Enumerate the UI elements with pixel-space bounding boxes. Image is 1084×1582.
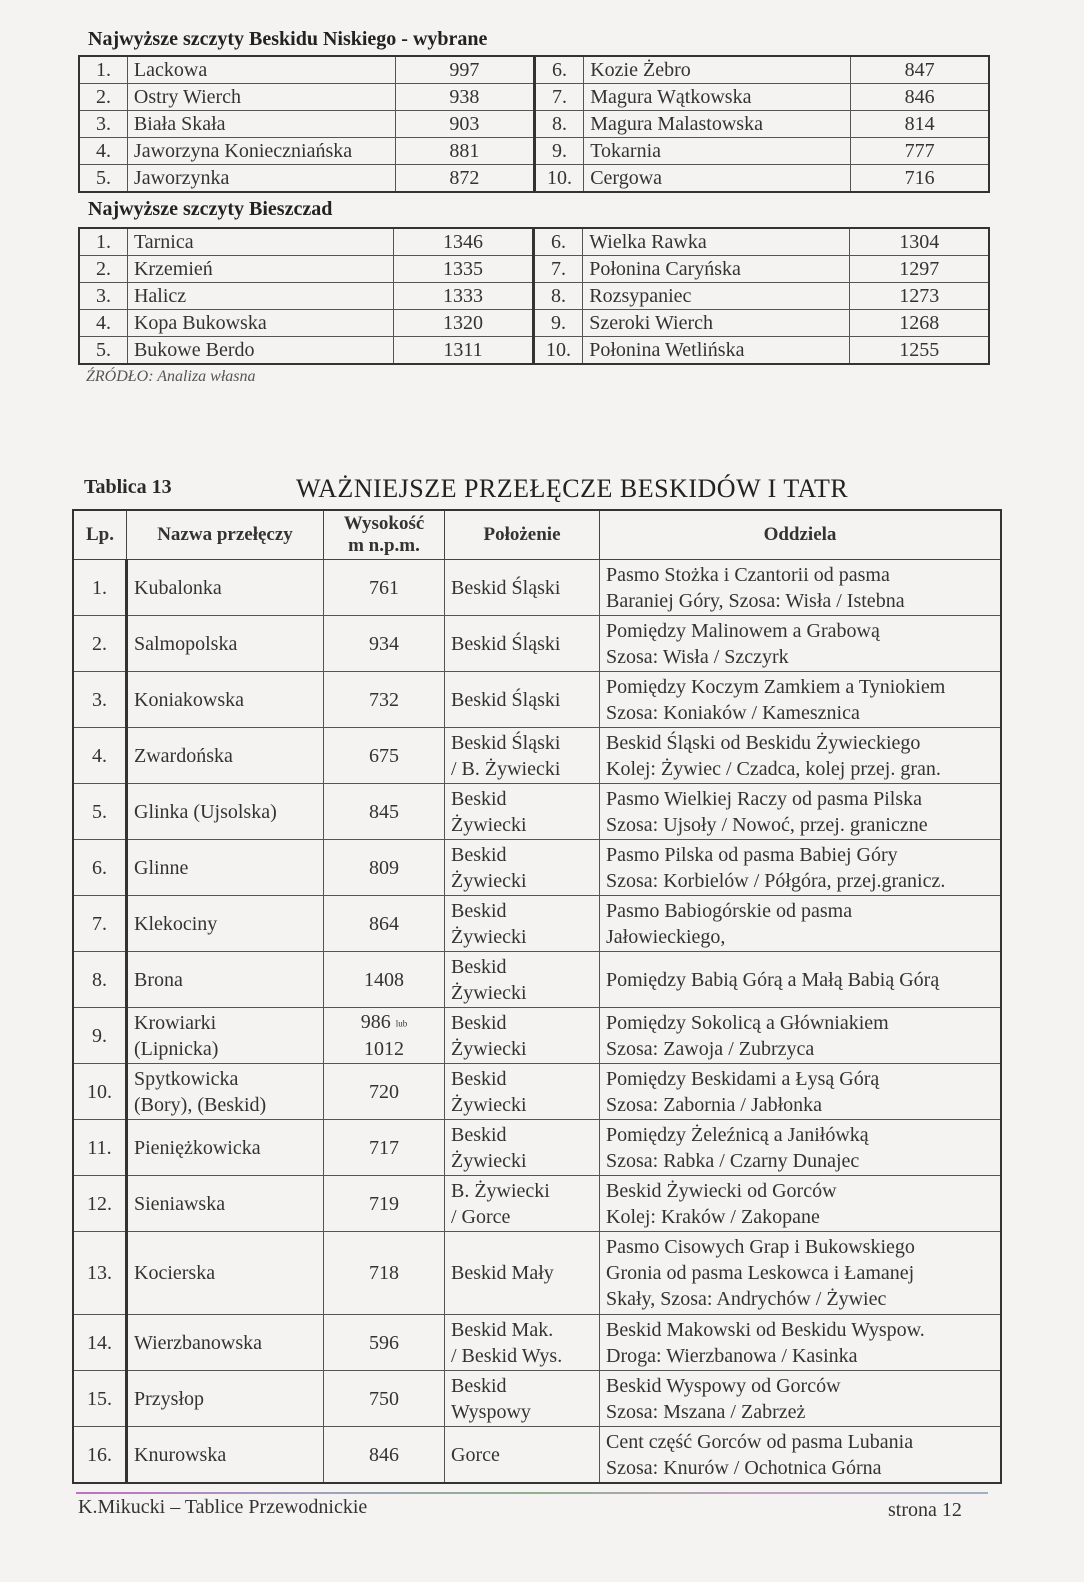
pass-name-line1: Brona: [134, 968, 183, 991]
pass-name-line2: (Bory), (Beskid): [134, 1093, 267, 1116]
pass-height-main: 750: [369, 1387, 399, 1410]
pass-location-line2: / B. Żywiecki: [451, 757, 561, 780]
pass-separates-line2: Jałowieckiego,: [606, 925, 726, 948]
pass-height: [324, 1120, 445, 1176]
pass-location: [445, 1371, 600, 1427]
pass-height: [324, 784, 445, 840]
pass-height: [324, 1176, 445, 1232]
peak-name: Jaworzyna Konieczniańska: [127, 138, 395, 165]
peak-row: [79, 138, 989, 165]
pass-location-line2: Wyspowy: [451, 1400, 531, 1423]
peak-number: 8.: [533, 283, 582, 310]
pass-row: [73, 840, 1001, 896]
peak-name: Szeroki Wierch: [583, 310, 850, 337]
pass-row: [73, 1232, 1001, 1315]
pass-location-line2: Żywiecki: [451, 1093, 527, 1116]
pass-separates-line2: Gronia od pasma Leskowca i Łamanej: [606, 1262, 915, 1285]
peak-number: 1.: [79, 56, 127, 84]
peak-name: Jaworzynka: [127, 165, 395, 193]
pass-height: [324, 560, 445, 616]
pass-number: 15.: [73, 1371, 127, 1427]
pass-location-line2: Żywiecki: [451, 813, 527, 836]
peak-number: 9.: [533, 310, 582, 337]
pass-separates: [600, 1120, 1002, 1176]
peak-height: 872: [395, 165, 534, 193]
pass-location-line2: / Beskid Wys.: [451, 1344, 563, 1367]
peak-height: 881: [395, 138, 534, 165]
pass-height-main: 761: [369, 576, 399, 599]
pass-location-line2: Żywiecki: [451, 981, 527, 1004]
pass-row: [73, 1008, 1001, 1064]
pass-location-line1: Beskid: [451, 787, 507, 810]
pass-height-value: [330, 855, 438, 881]
pass-height-main: 934: [369, 632, 399, 655]
pass-location: [445, 784, 600, 840]
pass-name-line1: Krowiarki: [134, 1011, 217, 1034]
pass-row: [73, 1176, 1001, 1232]
pass-height-value: [330, 1442, 438, 1468]
pass-height-main: 732: [369, 688, 399, 711]
peak-name: Tokarnia: [584, 138, 851, 165]
col-header-name: Nazwa przełęczy: [127, 510, 324, 560]
page-number: strona 12: [888, 1499, 962, 1521]
peak-height: 777: [851, 138, 989, 165]
pass-number: 1.: [73, 560, 127, 616]
pass-location: [445, 952, 600, 1008]
pass-name: [127, 1315, 324, 1371]
pass-height-value: [330, 1330, 438, 1356]
peak-row: [79, 337, 989, 365]
pass-name: [127, 616, 324, 672]
peak-height: 814: [851, 111, 989, 138]
pass-separates-line3: Skały, Szosa: Andrychów / Żywiec: [606, 1288, 887, 1311]
pass-name-line1: Glinka (Ujsolska): [134, 800, 277, 823]
peak-name: Magura Wątkowska: [584, 84, 851, 111]
peak-height: 1320: [394, 310, 534, 337]
pass-location-line2: Żywiecki: [451, 1149, 527, 1172]
pass-separates: [600, 1315, 1002, 1371]
peak-name: Magura Malastowska: [584, 111, 851, 138]
peak-row: [79, 310, 989, 337]
pass-separates-line1: Beskid Śląski od Beskidu Żywieckiego: [606, 731, 921, 754]
peak-height: 997: [395, 56, 534, 84]
pass-location: [445, 672, 600, 728]
pass-height-main: 864: [369, 912, 399, 935]
pass-row: [73, 1427, 1001, 1484]
pass-separates-line1: Beskid Wyspowy od Gorców: [606, 1374, 841, 1397]
pass-height-value: [330, 687, 438, 713]
peak-row: [79, 84, 989, 111]
pass-number: 13.: [73, 1232, 127, 1315]
pass-row: [73, 616, 1001, 672]
peak-name: Bukowe Berdo: [127, 337, 393, 365]
pass-height-value: [330, 799, 438, 825]
pass-name: [127, 1232, 324, 1315]
pass-separates-line1: Pomiędzy Sokolicą a Główniakiem: [606, 1011, 889, 1034]
pass-location: [445, 560, 600, 616]
peak-number: 6.: [534, 56, 583, 84]
pass-name: [127, 896, 324, 952]
pass-number: 10.: [73, 1064, 127, 1120]
pass-location: [445, 616, 600, 672]
pass-separates: [600, 1371, 1002, 1427]
peak-number: 10.: [533, 337, 582, 365]
pass-name-line1: Przysłop: [134, 1387, 204, 1410]
pass-name-line1: Spytkowicka: [134, 1067, 239, 1090]
bieszczady-peaks-table: [78, 227, 990, 365]
peak-height: 716: [851, 165, 989, 193]
peak-name: Tarnica: [127, 228, 393, 256]
peak-number: 10.: [534, 165, 583, 193]
pass-location: [445, 1315, 600, 1371]
pass-row: [73, 1120, 1001, 1176]
peak-height: 1304: [850, 228, 989, 256]
pass-separates-line1: Pomiędzy Beskidami a Łysą Górą: [606, 1067, 880, 1090]
peak-number: 1.: [79, 228, 127, 256]
pass-row: [73, 560, 1001, 616]
peak-number: 6.: [533, 228, 582, 256]
pass-height-main: 1408: [364, 968, 404, 991]
pass-row: [73, 672, 1001, 728]
pass-separates-line1: Pomiędzy Babią Górą a Małą Babią Górą: [606, 968, 940, 991]
pass-separates: [600, 560, 1002, 616]
pass-height: [324, 1427, 445, 1484]
col-header-height-line1: Wysokość: [343, 513, 425, 534]
pass-height: [324, 1064, 445, 1120]
peak-row: [79, 56, 989, 84]
pass-name-line1: Zwardońska: [134, 744, 233, 767]
col-header-height-line2: m n.p.m.: [348, 535, 420, 556]
pass-name: [127, 1008, 324, 1064]
peak-name: Biała Skała: [127, 111, 395, 138]
peak-number: 4.: [79, 138, 127, 165]
peak-row: [79, 283, 989, 310]
pass-location-line1: Beskid Śląski: [451, 576, 561, 599]
pass-location-line2: / Gorce: [451, 1205, 511, 1228]
pass-row: [73, 1371, 1001, 1427]
pass-name: [127, 1371, 324, 1427]
pass-location-line2: Żywiecki: [451, 925, 527, 948]
pass-height: [324, 840, 445, 896]
pass-name: [127, 840, 324, 896]
pass-number: 9.: [73, 1008, 127, 1064]
pass-location-line1: Beskid: [451, 1011, 507, 1034]
peak-number: 7.: [534, 84, 583, 111]
pass-height-value: [330, 1009, 438, 1036]
pass-separates-line1: Beskid Żywiecki od Gorców: [606, 1179, 837, 1202]
pass-separates-line1: Pomiędzy Malinowem a Grabową: [606, 619, 880, 642]
pass-location-line1: B. Żywiecki: [451, 1179, 550, 1202]
peak-height: 1268: [850, 310, 989, 337]
pass-separates: [600, 728, 1002, 784]
pass-name-line1: Klekociny: [134, 912, 218, 935]
pass-height-main: 719: [369, 1192, 399, 1215]
pass-separates: [600, 1232, 1002, 1315]
peak-number: 7.: [533, 256, 582, 283]
pass-separates-line1: Pasmo Babiogórskie od pasma: [606, 899, 853, 922]
pass-separates-line2: Szosa: Koniaków / Kamesznica: [606, 701, 860, 724]
pass-location: [445, 1064, 600, 1120]
pass-height-value: [330, 1191, 438, 1217]
pass-location: [445, 728, 600, 784]
pass-separates-line2: Szosa: Korbielów / Półgóra, przej.granicz.: [606, 869, 946, 892]
peak-height: 1311: [394, 337, 534, 365]
pass-separates: [600, 1064, 1002, 1120]
peak-number: 4.: [79, 310, 127, 337]
peak-name: Rozsypaniec: [583, 283, 850, 310]
pass-separates: [600, 784, 1002, 840]
passes-table: [72, 509, 1002, 1484]
pass-number: 14.: [73, 1315, 127, 1371]
pass-location-line1: Beskid Śląski: [451, 731, 561, 754]
pass-height-main: 675: [369, 744, 399, 767]
pass-height-alt: 1012: [364, 1038, 404, 1061]
pass-number: 16.: [73, 1427, 127, 1484]
pass-separates-line1: Pomiędzy Koczym Zamkiem a Tyniokiem: [606, 675, 946, 698]
pass-location: [445, 840, 600, 896]
pass-separates: [600, 672, 1002, 728]
pass-location: [445, 1232, 600, 1315]
pass-name: [127, 1176, 324, 1232]
footer-left: K.Mikucki – Tablice Przewodnickie: [78, 1496, 368, 1518]
pass-name-line1: Glinne: [134, 856, 189, 879]
peak-number: 2.: [79, 256, 127, 283]
peak-height: 1346: [394, 228, 534, 256]
pass-name: [127, 728, 324, 784]
pass-location-line1: Beskid Śląski: [451, 632, 561, 655]
footer-divider: [76, 1492, 988, 1494]
pass-height-value: [330, 1386, 438, 1412]
pass-height: [324, 616, 445, 672]
pass-separates-line1: Pasmo Cisowych Grap i Bukowskiego: [606, 1236, 915, 1259]
pass-row: [73, 896, 1001, 952]
pass-separates: [600, 952, 1002, 1008]
pass-row: [73, 728, 1001, 784]
pass-separates-line1: Pomiędzy Żeleźnicą a Janiłówką: [606, 1123, 869, 1146]
peak-name: Połonina Wetlińska: [583, 337, 850, 365]
pass-location: [445, 1120, 600, 1176]
pass-separates: [600, 896, 1002, 952]
pass-separates-line2: Szosa: Knurów / Ochotnica Górna: [606, 1456, 882, 1479]
bieszczady-heading: Najwyższe szczyty Bieszczad: [88, 198, 333, 220]
pass-height-main: 720: [369, 1080, 399, 1103]
peak-row: [79, 111, 989, 138]
peak-height: 846: [851, 84, 989, 111]
pass-name-line1: Wierzbanowska: [134, 1331, 263, 1354]
peak-number: 5.: [79, 165, 127, 193]
pass-separates-line2: Szosa: Zabornia / Jabłonka: [606, 1093, 823, 1116]
pass-separates-line2: Szosa: Ujsoły / Nowoć, przej. graniczne: [606, 813, 928, 836]
pass-number: 12.: [73, 1176, 127, 1232]
pass-number: 3.: [73, 672, 127, 728]
peak-name: Kopa Bukowska: [127, 310, 393, 337]
peak-name: Lackowa: [127, 56, 395, 84]
pass-location-line1: Beskid: [451, 899, 507, 922]
pass-row: [73, 952, 1001, 1008]
pass-name-line2: (Lipnicka): [134, 1037, 219, 1060]
pass-separates: [600, 840, 1002, 896]
pass-name: [127, 560, 324, 616]
pass-row: [73, 1064, 1001, 1120]
pass-height-note: lub: [395, 1018, 408, 1029]
pass-name: [127, 1427, 324, 1484]
peak-name: Kozie Żebro: [584, 56, 851, 84]
pass-number: 7.: [73, 896, 127, 952]
table-label: Tablica 13: [84, 476, 172, 498]
peak-height: 1335: [394, 256, 534, 283]
peak-row: [79, 256, 989, 283]
peak-number: 9.: [534, 138, 583, 165]
pass-location-line1: Gorce: [451, 1443, 500, 1466]
pass-location-line1: Beskid: [451, 843, 507, 866]
pass-number: 4.: [73, 728, 127, 784]
pass-number: 6.: [73, 840, 127, 896]
pass-height: [324, 896, 445, 952]
pass-height: [324, 952, 445, 1008]
peak-row: [79, 165, 989, 193]
pass-height: [324, 728, 445, 784]
pass-name: [127, 784, 324, 840]
pass-separates-line2: Kolej: Kraków / Zakopane: [606, 1205, 820, 1228]
pass-name-line1: Kocierska: [134, 1262, 216, 1285]
pass-name-line1: Knurowska: [134, 1443, 227, 1466]
peak-name: Halicz: [127, 283, 393, 310]
pass-height-value: [330, 575, 438, 601]
peak-name: Połonina Caryńska: [583, 256, 850, 283]
peak-height: 1255: [850, 337, 989, 365]
pass-height-main: 596: [369, 1331, 399, 1354]
pass-height-main: 846: [369, 1443, 399, 1466]
pass-height-main: 717: [369, 1136, 399, 1159]
pass-separates-line2: Kolej: Żywiec / Czadca, kolej przej. gran.: [606, 757, 941, 780]
pass-separates-line2: Droga: Wierzbanowa / Kasinka: [606, 1344, 858, 1367]
pass-height-value: [330, 743, 438, 769]
niski-peaks-table: [78, 55, 990, 193]
pass-separates-line1: Pasmo Stożka i Czantorii od pasma: [606, 563, 890, 586]
pass-separates-line2: Szosa: Zawoja / Zubrzyca: [606, 1037, 815, 1060]
pass-separates: [600, 1176, 1002, 1232]
peak-name: Ostry Wierch: [127, 84, 395, 111]
pass-height-value: [330, 967, 438, 993]
pass-height: [324, 1232, 445, 1315]
table-title: WAŻNIEJSZE PRZEŁĘCZE BESKIDÓW I TATR: [296, 474, 849, 503]
pass-number: 5.: [73, 784, 127, 840]
col-header-location: Położenie: [445, 510, 600, 560]
pass-name: [127, 672, 324, 728]
pass-number: 2.: [73, 616, 127, 672]
pass-height-value: [330, 1079, 438, 1105]
peak-height: 1333: [394, 283, 534, 310]
niski-heading: Najwyższe szczyty Beskidu Niskiego - wybrane: [88, 28, 488, 50]
pass-height-value: [330, 911, 438, 937]
pass-name-line1: Pieniężkowicka: [134, 1136, 261, 1159]
pass-location-line1: Beskid: [451, 1067, 507, 1090]
pass-name: [127, 1064, 324, 1120]
pass-location: [445, 1427, 600, 1484]
pass-separates: [600, 1008, 1002, 1064]
source-note: ŹRÓDŁO: Analiza własna: [86, 368, 256, 385]
pass-name-line1: Sieniawska: [134, 1192, 226, 1215]
pass-separates-line2: Szosa: Mszana / Zabrzeż: [606, 1400, 806, 1423]
pass-number: 11.: [73, 1120, 127, 1176]
pass-separates-line2: Szosa: Rabka / Czarny Dunajec: [606, 1149, 860, 1172]
pass-height-value: [330, 631, 438, 657]
pass-number: 8.: [73, 952, 127, 1008]
pass-location-line1: Beskid Śląski: [451, 688, 561, 711]
pass-location-line1: Beskid: [451, 1374, 507, 1397]
col-header-lp: Lp.: [73, 510, 127, 560]
pass-separates-line2: Baraniej Góry, Szosa: Wisła / Istebna: [606, 589, 905, 612]
peak-name: Krzemień: [127, 256, 393, 283]
peak-height: 903: [395, 111, 534, 138]
pass-location: [445, 1176, 600, 1232]
pass-height-value: [330, 1260, 438, 1286]
pass-location: [445, 1008, 600, 1064]
pass-location-line1: Beskid: [451, 1123, 507, 1146]
pass-height-main: 809: [369, 856, 399, 879]
peak-number: 2.: [79, 84, 127, 111]
peak-name: Wielka Rawka: [583, 228, 850, 256]
peak-row: [79, 228, 989, 256]
peak-name: Cergowa: [584, 165, 851, 193]
peak-number: 3.: [79, 283, 127, 310]
peak-number: 8.: [534, 111, 583, 138]
pass-location-line2: Żywiecki: [451, 1037, 527, 1060]
pass-location-line1: Beskid Mak.: [451, 1318, 554, 1341]
pass-height: [324, 1315, 445, 1371]
pass-separates-line1: Cent część Gorców od pasma Lubania: [606, 1430, 914, 1453]
peak-height: 938: [395, 84, 534, 111]
pass-height: [324, 1008, 445, 1064]
pass-separates-line2: Szosa: Wisła / Szczyrk: [606, 645, 789, 668]
pass-row: [73, 784, 1001, 840]
pass-location-line1: Beskid: [451, 955, 507, 978]
pass-name: [127, 1120, 324, 1176]
pass-name: [127, 952, 324, 1008]
pass-height: [324, 672, 445, 728]
pass-row: [73, 1315, 1001, 1371]
peak-height: 1297: [850, 256, 989, 283]
pass-name-line1: Kubalonka: [134, 576, 222, 599]
pass-height-main: 986: [360, 1011, 391, 1033]
pass-location-line2: Żywiecki: [451, 869, 527, 892]
pass-separates: [600, 1427, 1002, 1484]
peak-number: 5.: [79, 337, 127, 365]
pass-height-main: 718: [369, 1262, 399, 1285]
pass-separates-line1: Beskid Makowski od Beskidu Wyspow.: [606, 1318, 925, 1341]
pass-name-line1: Koniakowska: [134, 688, 244, 711]
pass-location-line1: Beskid Mały: [451, 1262, 554, 1285]
pass-location: [445, 896, 600, 952]
passes-header-row: [73, 510, 1001, 560]
pass-name-line1: Salmopolska: [134, 632, 238, 655]
pass-height: [324, 1371, 445, 1427]
col-header-height: [324, 510, 445, 560]
pass-separates-line1: Pasmo Pilska od pasma Babiej Góry: [606, 843, 898, 866]
col-header-separates: Oddziela: [600, 510, 1002, 560]
pass-separates: [600, 616, 1002, 672]
pass-height-main: 845: [369, 800, 399, 823]
pass-separates-line1: Pasmo Wielkiej Raczy od pasma Pilska: [606, 787, 922, 810]
peak-number: 3.: [79, 111, 127, 138]
pass-height-value: [330, 1135, 438, 1161]
peak-height: 1273: [850, 283, 989, 310]
peak-height: 847: [851, 56, 989, 84]
